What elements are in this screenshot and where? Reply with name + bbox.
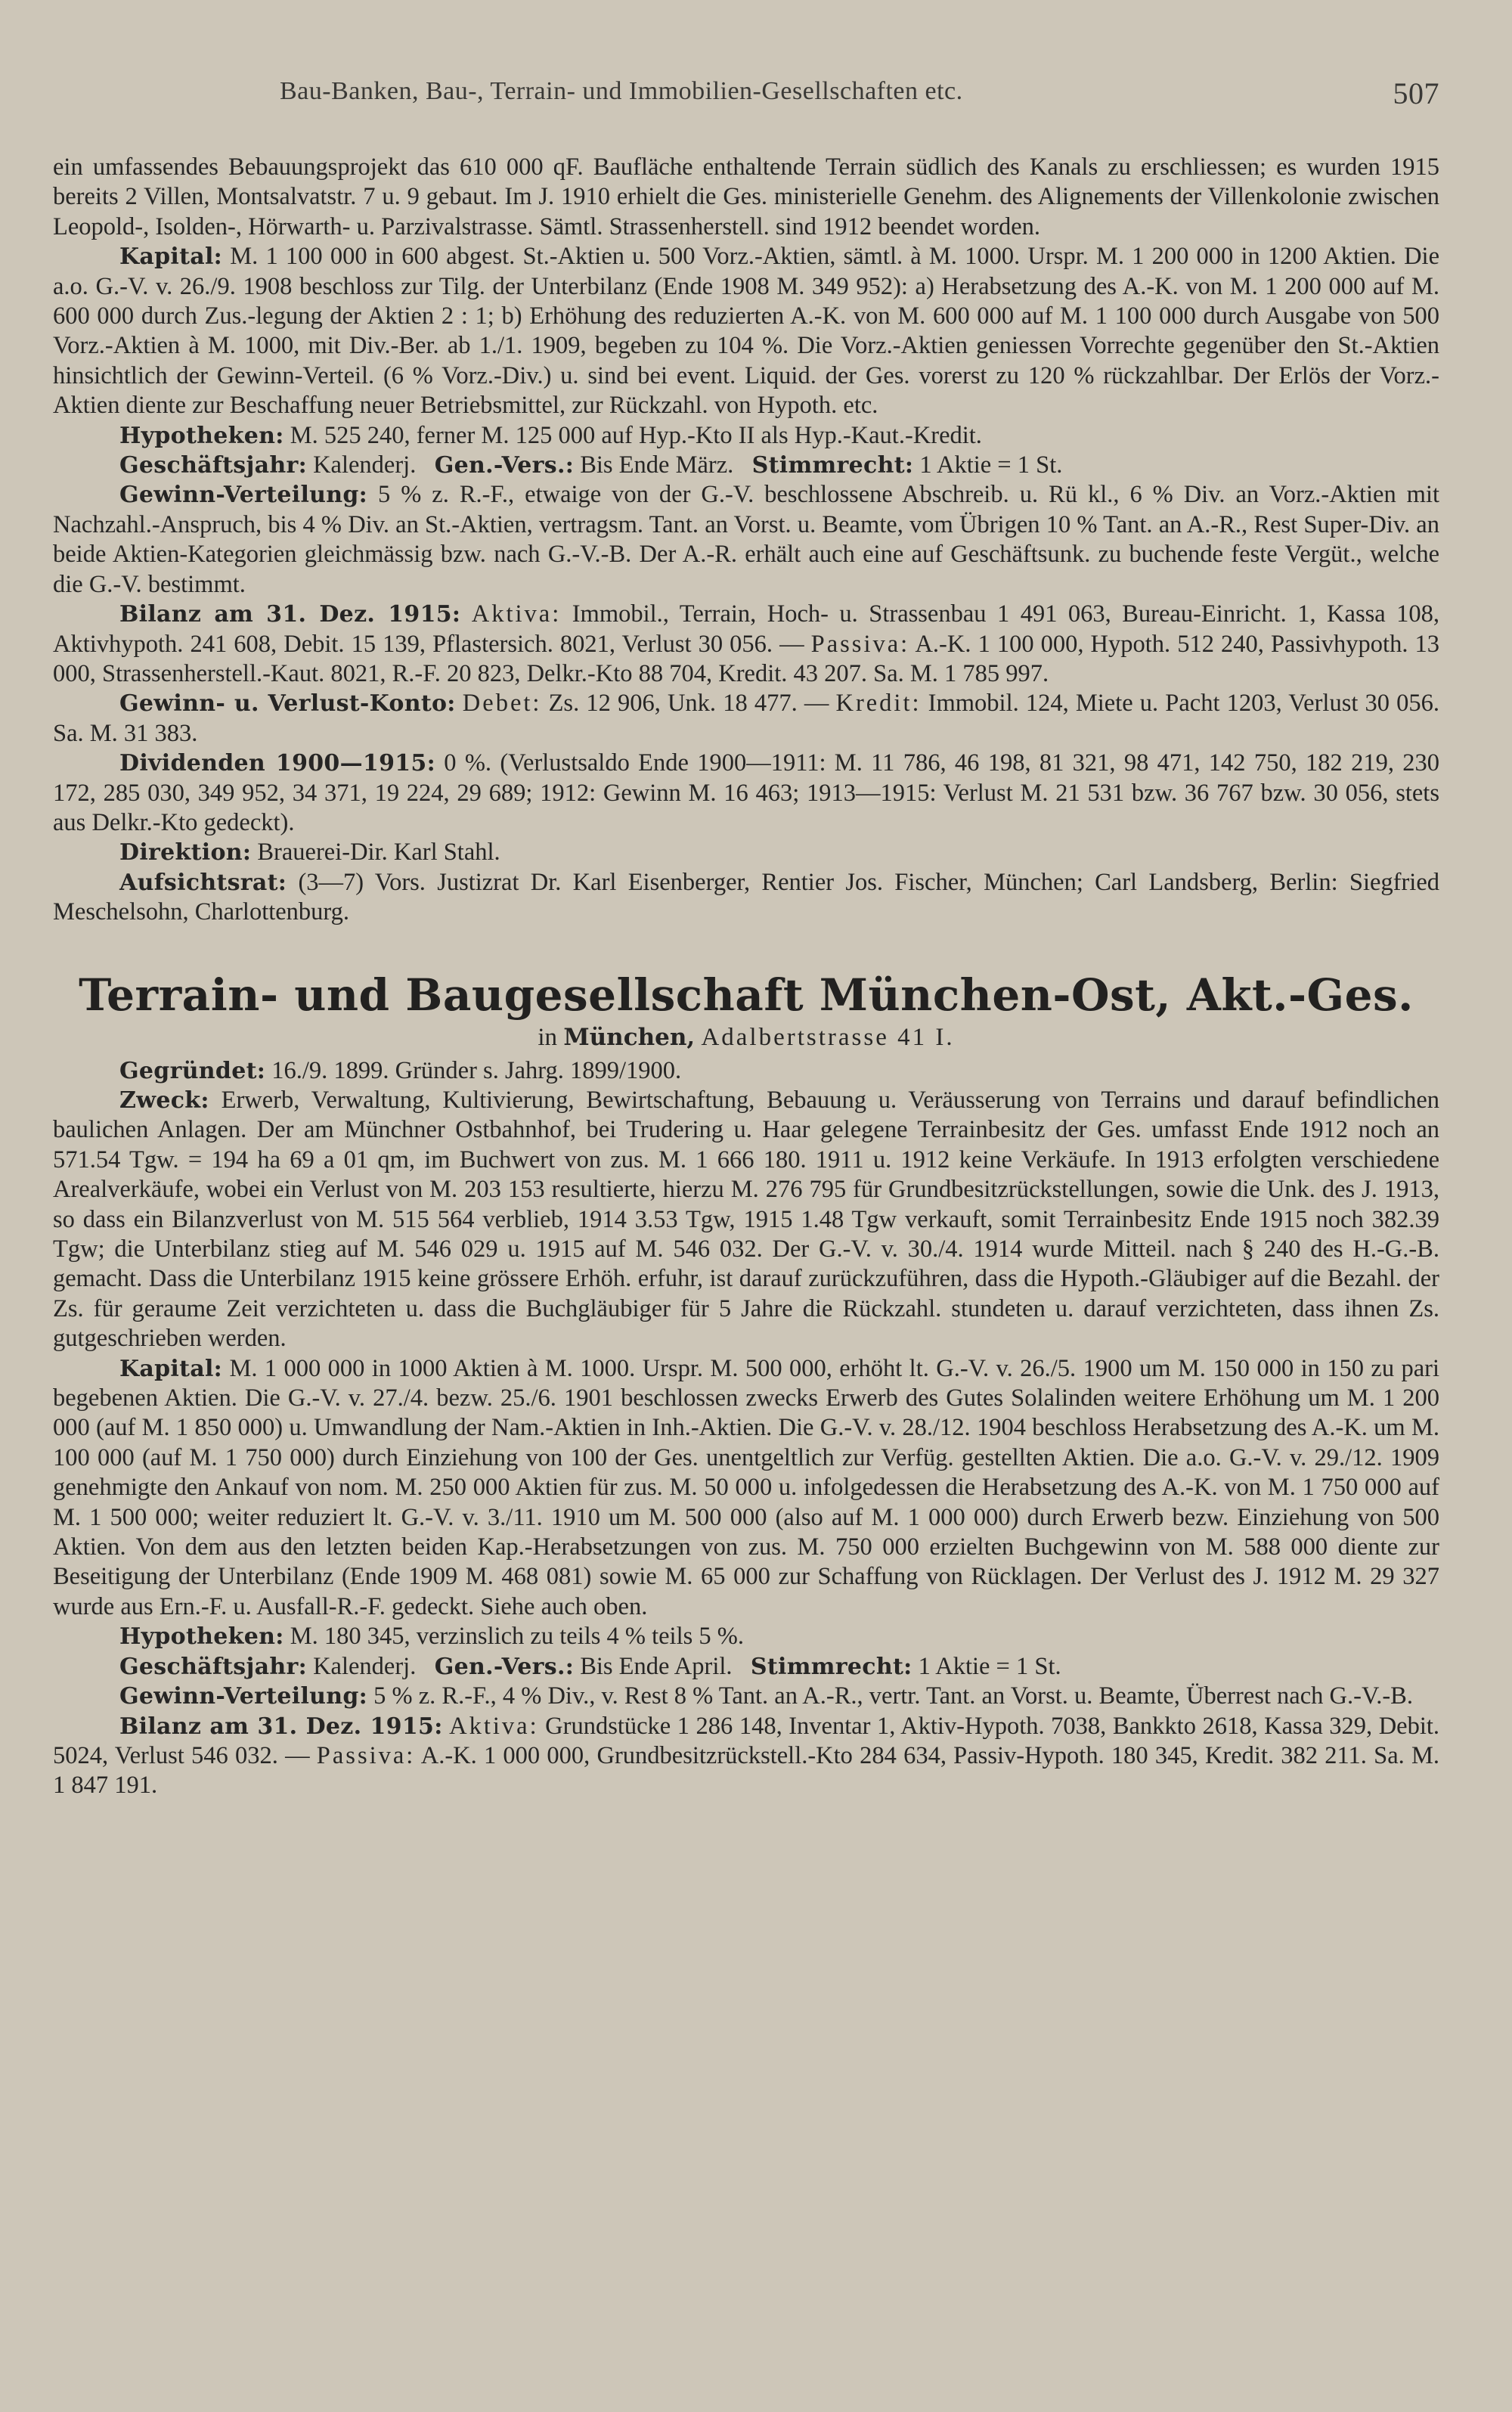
bilanz-passiva-label-2: Passiva: xyxy=(316,1741,416,1769)
company-address-line xyxy=(53,1022,1439,1053)
hypotheken-label-2: Hypotheken: xyxy=(119,1623,284,1651)
genvers-text-2: Bis Ende April. xyxy=(580,1652,733,1680)
zweck-paragraph xyxy=(53,1086,1439,1354)
meta-paragraph xyxy=(53,451,1439,480)
bilanz-aktiva-label: Aktiva: xyxy=(471,600,562,628)
zweck-label: Zweck: xyxy=(119,1087,209,1114)
kapital-text: M. 1 100 000 in 600 abgest. St.-Aktien u. 500 Vorz.-Aktien, sämtl. à M. 1000. Urspr. M. 1 200 000 in 1200 Aktien. Die a.o. G.-V. v. 26./9. 1908 beschloss zur Tilg. der Unterbilanz (Ende 1908 M. 349 952): a) Herabsetzung des A.-K. von M. 1 200 000 auf M. 600 000 durch Zus.-legung der Aktien 2 : 1; b) Erhöhung des reduzierten A.-K. von M. 600 000 auf M. 1 100 000 durch Ausgabe von 500 Vorz.-Aktien à M. 1000, mit Div.-Ber. ab 1./1. 1909, begeben zu 104 %. Die Vorz.-Aktien geniessen Vorrechte gegenüber den St.-Aktien hinsichtlich der Gewinn-Verteil. (6 % Vorz.-Div.) u. sind bei event. Liquid. der Ges. vorerst zu 120 % rückzahlbar. Der Erlös der Vorz.-Aktien diente zur Beschaffung neuer Betriebsmittel, zur Rückzahl. von Hypoth. etc. xyxy=(53,243,1439,420)
gewinnverteilung-label: Gewinn-Verteilung: xyxy=(119,482,368,509)
geschaeftsjahr-text: Kalenderj. xyxy=(313,451,417,479)
guv-label: Gewinn- u. Verlust-Konto: xyxy=(119,690,456,718)
intro-text: ein umfassendes Bebauungsprojekt das 610 000 qF. Baufläche enthaltende Terrain südlich des Kanals zu erschliessen; es wurden 1915 bereits 2 Villen, Montsalvatstr. 7 u. 9 gebaut. Im J. 1910 erhielt die Ges. ministerielle Genehm. des Alignements der Villenkolonie zwischen Leopold-, Isolden-, Hörwarth- u. Parzivalstrasse. Sämtl. Strassenherstell. sind 1912 beendet worden. xyxy=(53,153,1439,240)
bilanz-label-2: Bilanz am 31. Dez. 1915: xyxy=(119,1713,443,1740)
hypotheken-label: Hypotheken: xyxy=(119,422,284,449)
bilanz-aktiva-label-2: Aktiva: xyxy=(449,1712,539,1740)
guv-kredit-label: Kredit: xyxy=(835,690,922,718)
company-address: Adalbertstrasse 41 I. xyxy=(701,1023,955,1051)
running-header xyxy=(53,70,1439,122)
company-city: München, xyxy=(563,1023,696,1051)
bilanz-passiva-text: A.-K. 1 100 000, Hypoth. 512 240, Passivhypoth. 13 000, Strassenherstell.-Kaut. 8021, R.-F. 20 823, Delkr.-Kto 88 704, Kredit. 43 207. Sa. M. 1 785 997. xyxy=(53,630,1439,687)
gewinnverteilung-text: 5 % z. R.-F., etwaige von der G.-V. beschlossene Abschreib. u. Rü kl., 6 % Div. an Vorz.-Aktien mit Nachzahl.-Anspruch, bis 4 % Div. an St.-Aktien, vertragsm. Tant. an Vorst. u. Beamte, vom Übrigen 10 % Tant. an A.-R., Rest Super-Div. an beide Aktien-Kategorien gleichmässig bzw. nach G.-V.-B. Der A.-R. erhält auch eine auf Geschäftsunk. zu buchende feste Vergüt., welche die G.-V. bestimmt. xyxy=(53,481,1440,598)
gegruendet-text: 16./9. 1899. Gründer s. Jahrg. 1899/1900. xyxy=(271,1056,682,1084)
kapital-paragraph-2 xyxy=(53,1354,1439,1623)
aufsichtsrat-label: Aufsichtsrat: xyxy=(119,869,287,896)
zweck-text: Erwerb, Verwaltung, Kultivierung, Bewirtschaftung, Bebauung u. Veräusserung von Terrains und darauf befindlichen baulichen Anlagen. Der am Münchner Ostbahnhof, bei Trudering u. Haar gelegene Terrainbesitz der Ges. umfasst Ende 1912 noch an 571.54 Tgw. = 194 ha 69 a 01 qm, im Buchwert von zus. M. 1 666 180. 1911 u. 1912 keine Verkäufe. In 1913 erfolgten verschiedene Arealverkäufe, wobei ein Verlust von M. 203 153 resultierte, hierzu M. 276 795 für Grundbesitzrückstellungen, sowie die Unk. des J. 1913, so dass ein Bilanzverlust von M. 515 564 verblieb, 1914 3.53 Tgw, 1915 1.48 Tgw verkauft, somit Terrainbesitz Ende 1915 noch 382.39 Tgw; die Unterbilanz stieg auf M. 546 029 u. 1915 auf M. 546 032. Der G.-V. v. 30./4. 1914 wurde Mitteil. nach § 240 des H.-G.-B. gemacht. Dass die Unterbilanz 1915 keine grössere Erhöh. erfuhr, ist darauf zurückzuführen, dass die Hypoth.-Gläubiger auf die Bezahl. der Zs. für geraume Zeit verzichteten u. dass die Buchgläubiger für 5 Jahre die Rückzahl. stundeten u. darauf verzichteten, dass ihnen Zs. gutgeschrieben werden. xyxy=(53,1086,1439,1353)
dividenden-paragraph xyxy=(53,749,1439,838)
dividenden-label: Dividenden 1900—1915: xyxy=(119,750,435,777)
dividenden-text: 0 %. (Verlustsaldo Ende 1900—1911: M. 11 786, 46 198, 81 321, 98 471, 142 750, 182 219, 230 172, 285 030, 349 952, 34 371, 19 224, 29 689; 1912: Gewinn M. 16 463; 1913—1915: Verlust M. 21 531 bzw. 36 767 bzw. 30 056, stets aus Delkr.-Kto gedeckt). xyxy=(53,749,1439,836)
stimmrecht-label-2: Stimmrecht: xyxy=(750,1653,912,1680)
hypotheken-text: M. 525 240, ferner M. 125 000 auf Hyp.-Kto II als Hyp.-Kaut.-Kredit. xyxy=(290,421,982,449)
genvers-label: Gen.-Vers.: xyxy=(434,452,575,479)
company-heading: Terrain- und Baugesellschaft München-Ost, Akt.-Ges. xyxy=(79,969,1414,1021)
gewinnverteilung-label-2: Gewinn-Verteilung: xyxy=(119,1683,368,1710)
stimmrecht-text: 1 Aktie = 1 St. xyxy=(919,451,1063,479)
section-company-entry xyxy=(53,1056,1439,1801)
aufsichtsrat-paragraph xyxy=(53,868,1439,928)
hypotheken-text-2: M. 180 345, verzinslich zu teils 4 % teils 5 %. xyxy=(290,1623,744,1651)
aufsichtsrat-text: (3—7) Vors. Justizrat Dr. Karl Eisenberger, Rentier Jos. Fischer, München; Carl Landsberg, Berlin: Siegfried Meschelsohn, Charlottenburg. xyxy=(53,868,1440,926)
direktion-paragraph xyxy=(53,838,1439,867)
kapital-label: Kapital: xyxy=(119,243,223,271)
genvers-label-2: Gen.-Vers.: xyxy=(434,1653,575,1680)
direktion-text: Brauerei-Dir. Karl Stahl. xyxy=(257,839,500,867)
bilanz-aktiva-text-2: Grundstücke 1 286 148, Inventar 1, Aktiv-Hypoth. 7038, Bankkto 2618, Kassa 329, Debit. 5024, Verlust 546 032. — xyxy=(53,1712,1440,1769)
kapital-label-2: Kapital: xyxy=(119,1355,223,1382)
kapital-text-2: M. 1 000 000 in 1000 Aktien à M. 1000. Urspr. M. 500 000, erhöht lt. G.-V. v. 26./5. 1900 um M. 150 000 in 150 zu pari begebenen Aktien. Die G.-V. v. 27./4. bezw. 25./6. 1901 beschlossen zwecks Erwerb des Gutes Solalinden weitere Erhöhung um M. 1 200 000 (auf M. 1 850 000) u. Umwandlung der Nam.-Aktien in Inh.-Aktien. Die G.-V. v. 28./12. 1904 beschloss Herabsetzung des A.-K. um M. 100 000 (auf M. 1 750 000) durch Einziehung von 100 der Ges. unentgeltlich zur Verfüg. gestellten Aktien. Die a.o. G.-V. v. 29./12. 1909 genehmigte den Ankauf von nom. M. 250 000 Aktien für zus. M. 50 000 u. infolgedessen die Herabsetzung des A.-K. von M. 1 750 000 auf M. 1 500 000; weiter reduziert lt. G.-V. v. 3./11. 1910 um M. 500 000 (also auf M. 1 000 000) durch Erwerb bezw. Einziehung von 500 Aktien. Von dem aus den letzten beiden Kap.-Herabsetzungen von zus. M. 750 000 erzielten Buchgewinn von M. 588 000 diente zur Beseitigung der Unterbilanz (Ende 1909 M. 468 081) sowie M. 65 000 zur Schaffung von Rücklagen. Der Verlust des J. 1912 M. 29 327 wurde aus Ern.-F. u. Ausfall-R.-F. gedeckt. Siehe auch oben. xyxy=(53,1354,1439,1620)
stimmrecht-label: Stimmrecht: xyxy=(751,452,914,479)
bilanz-aktiva-text: Immobil., Terrain, Hoch- u. Strassenbau 1 491 063, Bureau-Einricht. 1, Kassa 108, Aktivhypoth. 241 608, Debit. 15 139, Pflastersich. 8021, Verlust 30 056. — xyxy=(53,600,1440,658)
stimmrecht-text-2: 1 Aktie = 1 St. xyxy=(918,1652,1061,1680)
guv-kredit-text: Immobil. 124, Miete u. Pacht 1203, Verlust 30 056. Sa. M. 31 383. xyxy=(53,690,1440,747)
direktion-label: Direktion: xyxy=(119,839,252,867)
bilanz-paragraph xyxy=(53,600,1439,689)
geschaeftsjahr-label-2: Geschäftsjahr: xyxy=(119,1653,307,1680)
intro-paragraph xyxy=(53,153,1439,242)
kapital-paragraph xyxy=(53,242,1439,420)
bilanz-passiva-label: Passiva: xyxy=(810,630,910,658)
gewinnverteilung-text-2: 5 % z. R.-F., 4 % Div., v. Rest 8 % Tant. an A.-R., vertr. Tant. an Vorst. u. Beamte, Überrest nach G.-V.-B. xyxy=(373,1682,1413,1710)
hypotheken-paragraph-2 xyxy=(53,1622,1439,1651)
company-in-word: in xyxy=(538,1023,558,1051)
page-number: 507 xyxy=(1393,76,1439,110)
meta-paragraph-2 xyxy=(53,1652,1439,1682)
gewinnverteilung-paragraph-2 xyxy=(53,1682,1439,1711)
guv-debet-label: Debet: xyxy=(462,690,542,718)
bilanz-paragraph-2 xyxy=(53,1712,1439,1801)
section-continued-entry xyxy=(53,153,1439,928)
gegruendet-label: Gegründet: xyxy=(119,1057,266,1084)
genvers-text: Bis Ende März. xyxy=(580,451,734,479)
geschaeftsjahr-label: Geschäftsjahr: xyxy=(119,452,307,479)
hypotheken-paragraph xyxy=(53,421,1439,451)
bilanz-passiva-text-2: A.-K. 1 000 000, Grundbesitzrückstell.-Kto 284 634, Passiv-Hypoth. 180 345, Kredit. 382 211. Sa. M. 1 847 191. xyxy=(53,1741,1439,1800)
geschaeftsjahr-text-2: Kalenderj. xyxy=(313,1652,417,1680)
gewinnverteilung-paragraph xyxy=(53,480,1439,600)
gegruendet-paragraph xyxy=(53,1056,1439,1086)
running-title: Bau-Banken, Bau-, Terrain- und Immobilien-Gesellschaften etc. xyxy=(280,77,963,105)
guv-paragraph xyxy=(53,689,1439,749)
bilanz-label: Bilanz am 31. Dez. 1915: xyxy=(119,601,461,628)
guv-debet-text: Zs. 12 906, Unk. 18 477. — xyxy=(548,690,829,718)
